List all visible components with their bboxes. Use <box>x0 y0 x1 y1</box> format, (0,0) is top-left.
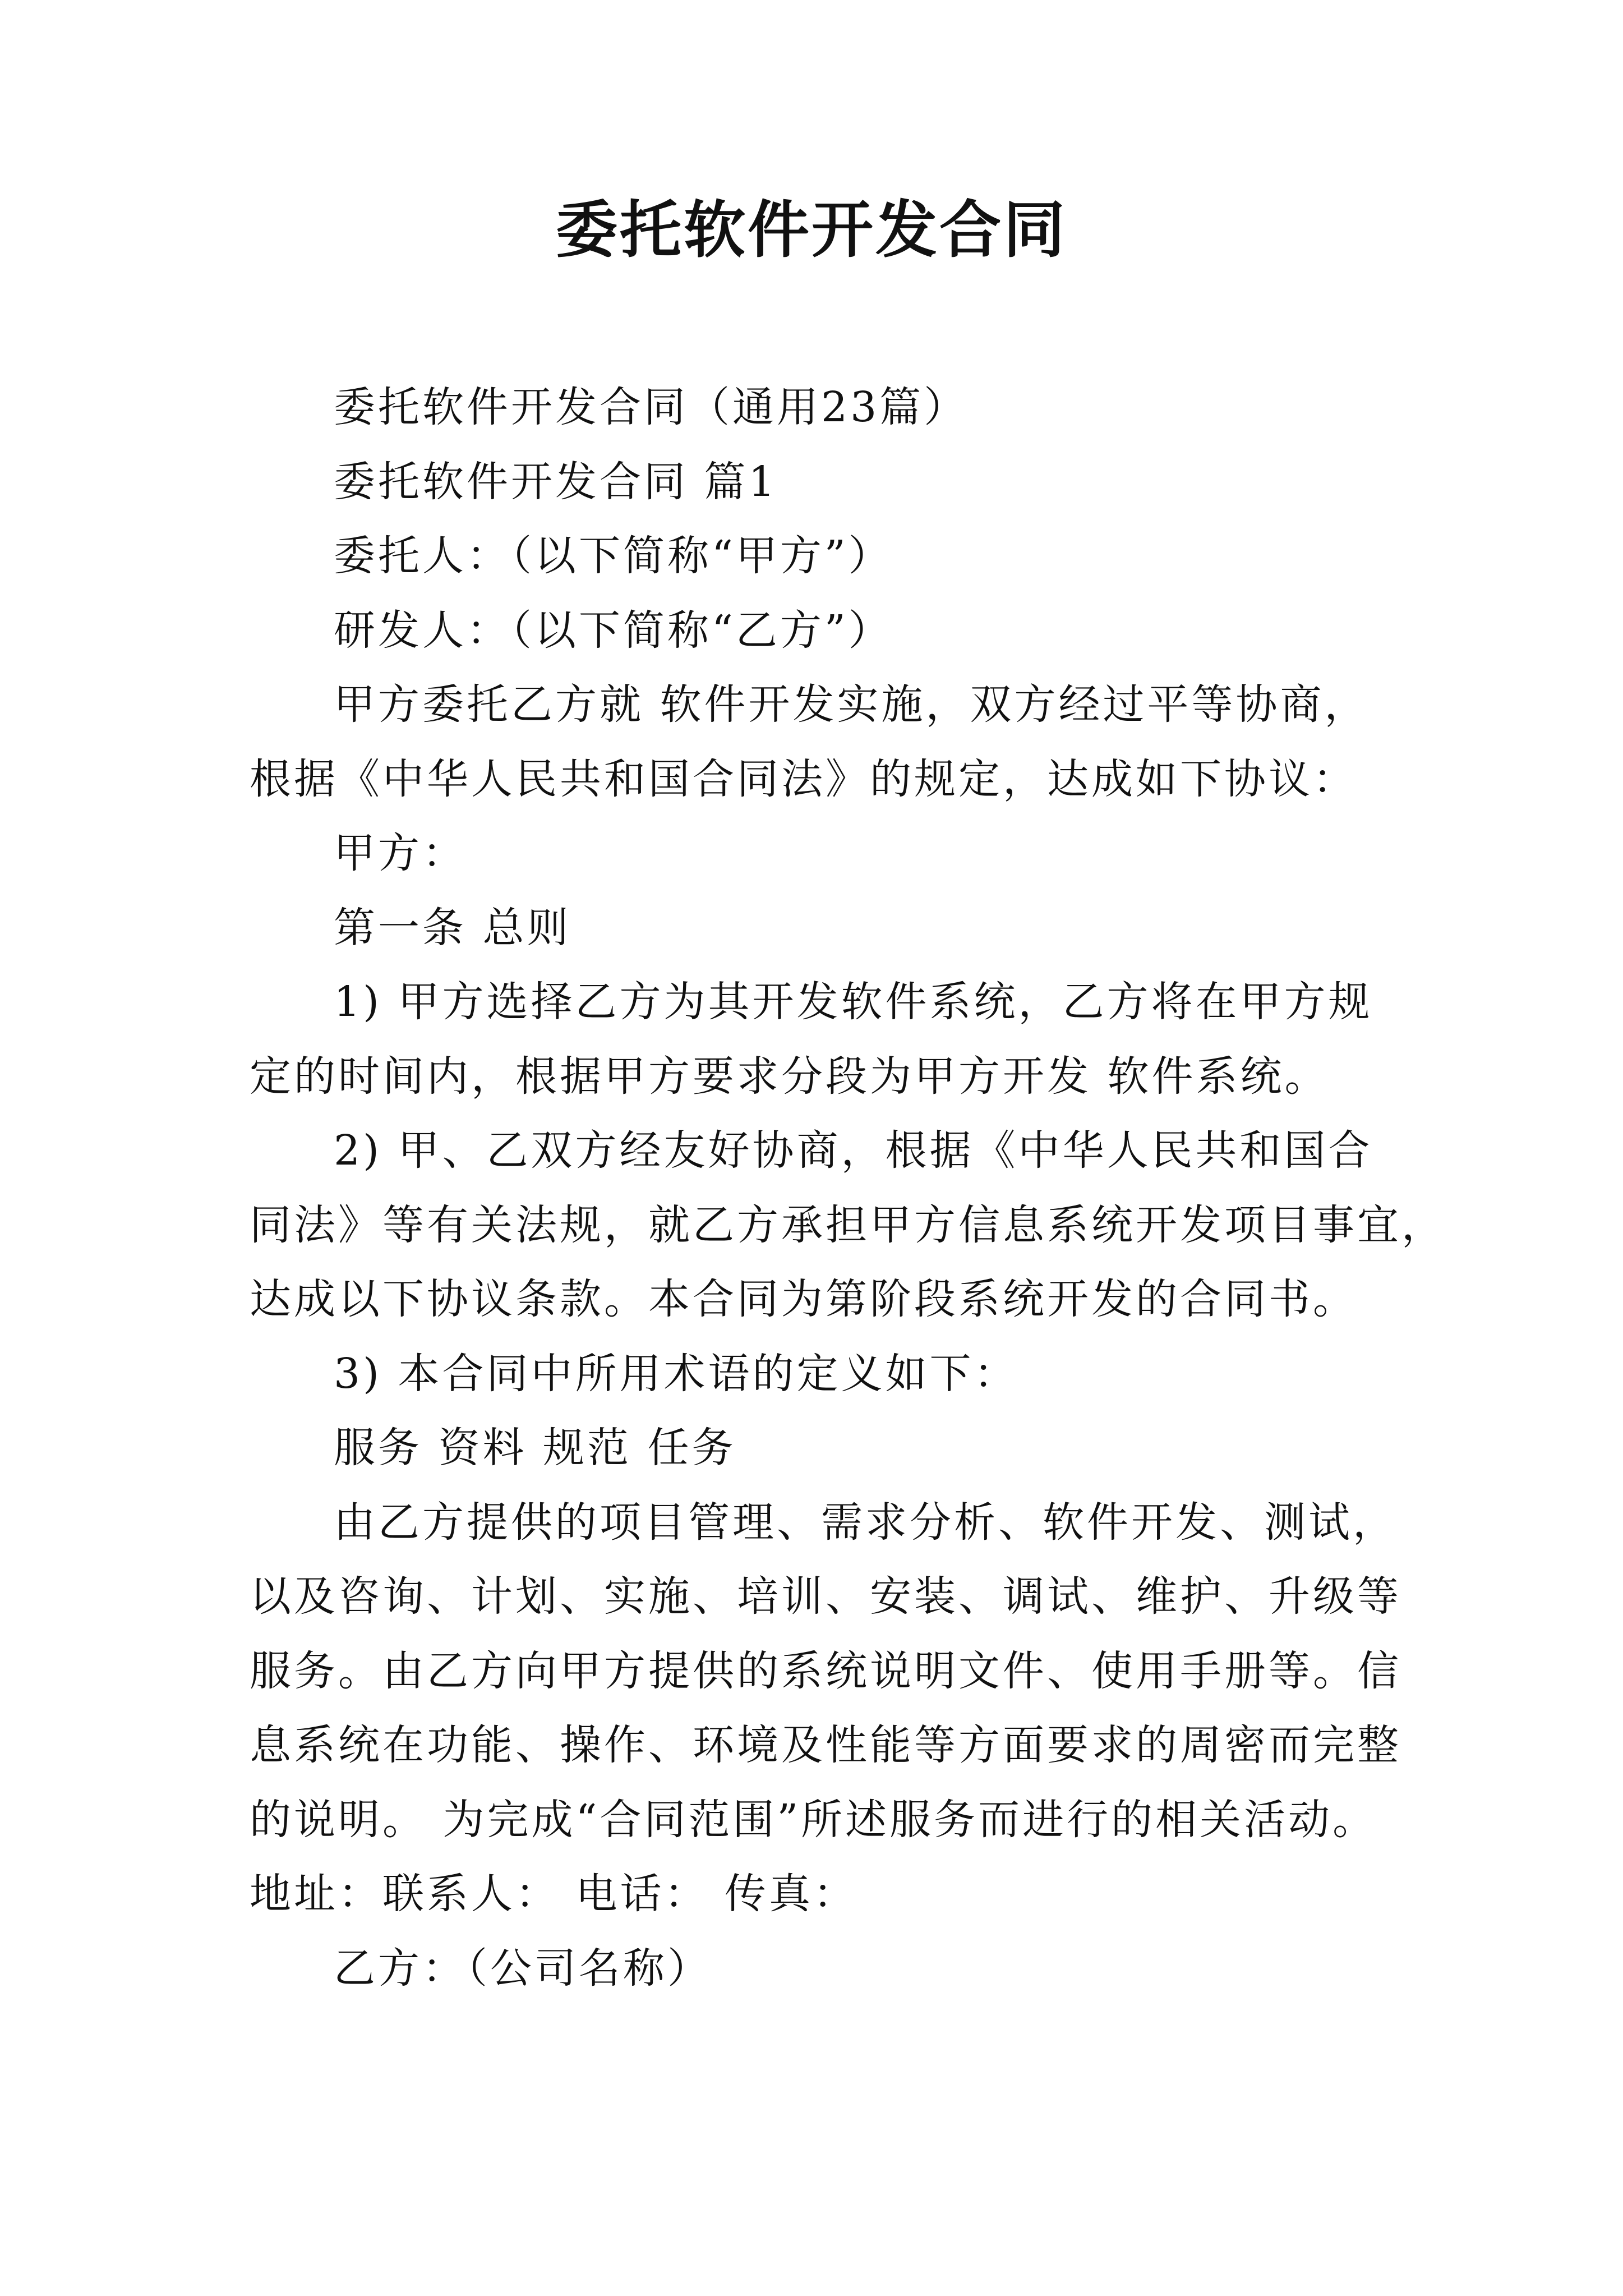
paragraph-line: 同法》等有关法规，就乙方承担甲方信息系统开发项目事宜， <box>250 1200 1446 1249</box>
paragraph-party-a <box>250 816 1416 891</box>
paragraph-line: 1) 甲方选择乙方为其开发软件系统，乙方将在甲方规 <box>334 978 1373 1026</box>
paragraph-line: 由乙方提供的项目管理、需求分析、软件开发、测试， <box>334 1498 1397 1547</box>
paragraph-line: 委托软件开发合同 篇1 <box>334 457 778 506</box>
paragraph-line: 研发人：（以下简称“乙方”） <box>334 606 893 655</box>
paragraph-line: 委托人：（以下简称“甲方”） <box>334 532 893 580</box>
paragraph-line: 甲方： <box>334 829 467 877</box>
paragraph-preamble <box>250 668 1416 816</box>
paragraph-article-one <box>250 891 1416 965</box>
document-body <box>250 370 1446 2005</box>
paragraph-line: 服务 资料 规范 任务 <box>334 1424 736 1472</box>
paragraph-developer <box>250 593 1416 668</box>
paragraph-line: 第一条 总则 <box>334 903 571 952</box>
paragraph-article-heading <box>250 445 1416 519</box>
paragraph-clause-3 <box>250 1337 1416 1411</box>
paragraph-line: 2) 甲、乙双方经友好协商，根据《中华人民共和国合 <box>334 1126 1373 1175</box>
document-title: 委托软件开发合同 <box>556 194 1067 266</box>
paragraph-definitions <box>250 1485 1416 1931</box>
paragraph-line: 以及咨询、计划、实施、培训、安装、调试、维护、升级等 <box>250 1572 1401 1621</box>
paragraph-line: 根据《中华人民共和国合同法》的规定，达成如下协议： <box>250 754 1357 803</box>
paragraph-line: 服务。由乙方向甲方提供的系统说明文件、使用手册等。信 <box>250 1646 1401 1695</box>
paragraph-line: 甲方委托乙方就 软件开发实施，双方经过平等协商， <box>334 680 1369 729</box>
paragraph-line: 定的时间内，根据甲方要求分段为甲方开发 软件系统。 <box>250 1052 1329 1101</box>
paragraph-clause-1 <box>250 965 1416 1114</box>
paragraph-terms <box>250 1411 1416 1485</box>
paragraph-line: 息系统在功能、操作、环境及性能等方面要求的周密而完整 <box>250 1721 1401 1769</box>
paragraph-line: 地址：联系人： 电话： 传真： <box>250 1870 858 1918</box>
paragraph-subtitle <box>250 370 1416 445</box>
paragraph-party-b <box>250 1931 1416 2006</box>
paragraph-line: 3) 本合同中所用术语的定义如下： <box>334 1349 1018 1398</box>
paragraph-client <box>250 519 1416 593</box>
paragraph-line: 达成以下协议条款。本合同为第阶段系统开发的合同书。 <box>250 1275 1357 1323</box>
paragraph-line: 乙方：（公司名称） <box>334 1944 712 1993</box>
paragraph-clause-2 <box>250 1114 1446 1337</box>
paragraph-line: 委托软件开发合同（通用23篇） <box>334 383 969 431</box>
paragraph-line: 的说明。 为完成“合同范围”所述服务而进行的相关活动。 <box>250 1795 1377 1844</box>
